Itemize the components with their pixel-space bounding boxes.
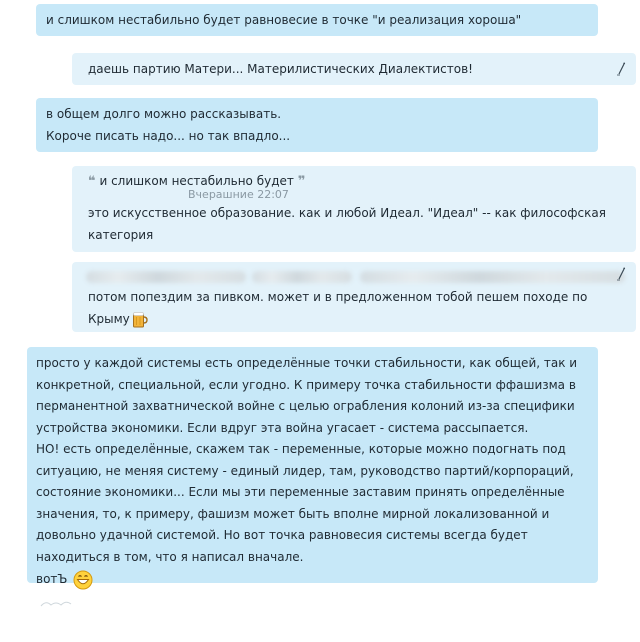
message-text: даешь партию Матери... Материлистических Диалектистов! <box>88 62 473 76</box>
quoted-message <box>88 172 620 201</box>
message-text: и слишком нестабильно будет равновесие в точке "и реализация хороша" <box>46 13 522 27</box>
redacted-text <box>86 271 246 283</box>
edit-pencil-icon[interactable] <box>616 62 626 76</box>
message-text-content: потом попездим за пивком. может и в предложенном тобой пешем походе по Крыму <box>88 290 592 326</box>
big-grin-smiley-icon <box>73 570 93 590</box>
redacted-text <box>252 271 352 283</box>
faint-logo-icon <box>40 598 72 608</box>
message-text <box>88 286 592 330</box>
message-signature <box>36 568 589 590</box>
message-bubble[interactable] <box>36 4 598 36</box>
message-text: в общем долго можно рассказывать. Короче писать надо... но так впадло... <box>46 107 291 143</box>
message-bubble[interactable] <box>36 98 598 152</box>
message-bubble[interactable] <box>72 262 636 332</box>
signature-text: вотЪ <box>36 572 68 586</box>
edit-pencil-icon[interactable] <box>616 267 626 281</box>
message-text: это искусственное образование. как и любой Идеал. "Идеал" -- как философская категория <box>88 206 610 242</box>
quote-close-mark: ❞ <box>297 174 306 189</box>
redacted-text <box>360 271 625 283</box>
message-bubble[interactable] <box>27 347 598 586</box>
message-bubble[interactable] <box>72 53 636 85</box>
quote-timestamp: Вчерашние 22:07 <box>188 188 289 201</box>
quote-open-mark: ❝ <box>88 174 96 189</box>
quote-text: и слишком нестабильно будет <box>99 174 294 188</box>
message-text: просто у каждой системы есть определённые точки стабильности, как общей, так и конкретной, специальной, если угодно. К примеру точка стабильности ффашизма в перманентной захватнической войне с целью ограбления колоний из-за специфики устройства экономики. Если вдруг эта война угасает - система рассыпается. НО! есть определённые, скажем так - переменные, которые можно подогнать под ситуацию, не меняя систему - единый лидер, там, руководство партий/корпораций, состояние экономики... Если мы эти переменные заставим принять определённые значения, то, к примеру, фашизм может быть вполне мирной локализованной и довольно удачной системой. Но вот точка равновесия системы всегда будет находиться в том, что я написал вначале. <box>36 356 578 564</box>
beer-mug-icon <box>132 311 148 329</box>
message-bubble[interactable] <box>72 166 636 252</box>
